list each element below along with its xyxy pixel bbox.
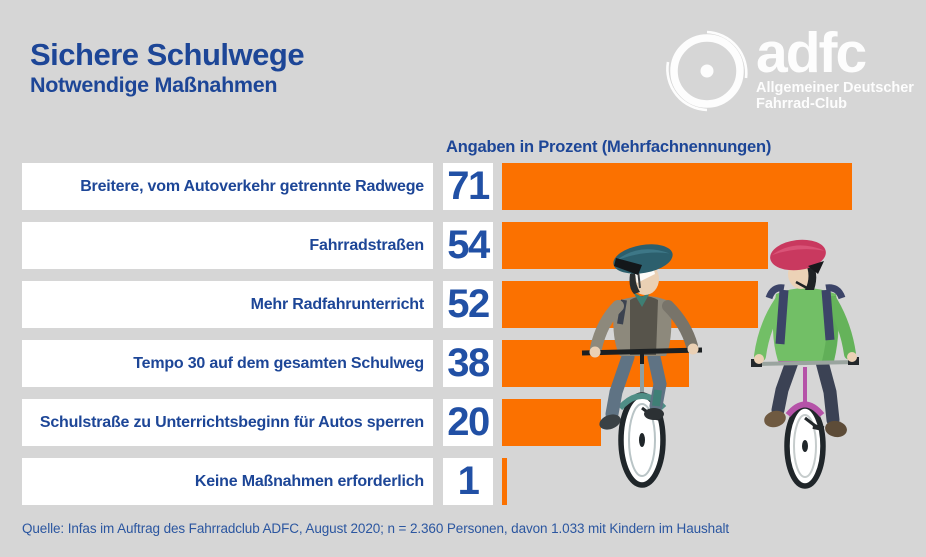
logo-wordmark: adfc [756,21,866,85]
title-block [30,38,304,97]
wheel-hub-dot [701,65,714,78]
page-title: Sichere Schulwege [30,37,305,72]
value-label: 71 [443,163,493,210]
chart-units-note: Angaben in Prozent (Mehrfachnennungen) [446,138,772,156]
wheel-icon [660,28,752,120]
category-label: Keine Maßnahmen erforderlich [22,458,433,505]
value-label: 52 [443,281,493,328]
page-subtitle: Notwendige Maßnahmen [30,73,278,97]
child-cyclist-left-icon [582,240,702,485]
value-label: 38 [443,340,493,387]
children-cycling-illustration [550,222,895,494]
category-label: Schulstraße zu Unterrichtsbeginn für Autos sperren [22,399,433,446]
bar [502,458,507,505]
adfc-logo [660,21,914,120]
value-label: 20 [443,399,493,446]
logo-text [756,21,914,112]
category-label: Tempo 30 auf dem gesamten Schulweg [22,340,433,387]
category-label: Mehr Radfahrunterricht [22,281,433,328]
logo-tagline-line2: Fahrrad-Club [756,95,848,112]
category-label: Breitere, vom Autoverkehr getrennte Radwege [22,163,433,210]
chart-row [0,163,926,210]
value-label: 54 [443,222,493,269]
child-cyclist-right-icon [751,237,859,486]
category-label: Fahrradstraßen [22,222,433,269]
logo-tagline [756,81,914,112]
value-label: 1 [443,458,493,505]
logo-tagline-line1: Allgemeiner Deutscher [756,80,914,96]
bar [502,163,852,210]
source-note: Quelle: Infas im Auftrag des Fahrradclub ADFC, August 2020; n = 2.360 Personen, davon 1.033 mit Kindern im Haushalt [22,521,730,536]
